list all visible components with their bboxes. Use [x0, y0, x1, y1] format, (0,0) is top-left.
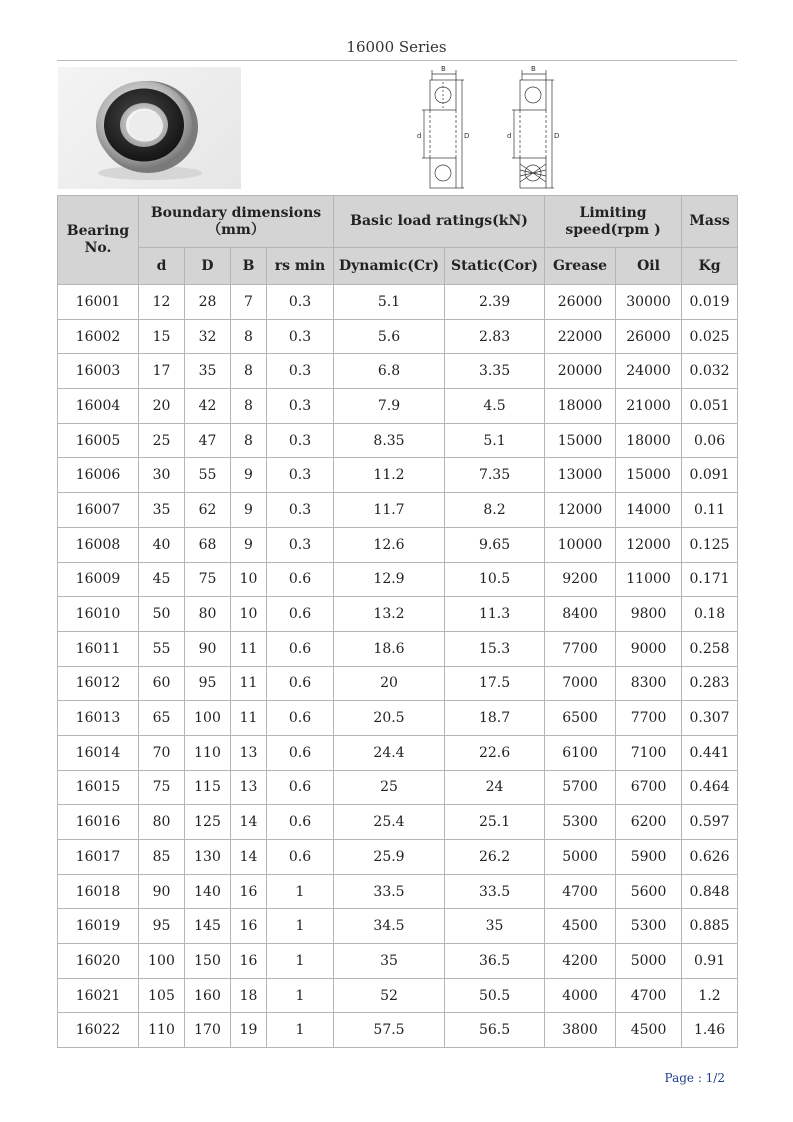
table-row — [58, 666, 738, 701]
cell-bearing-no: 16012 — [58, 666, 139, 701]
header-static: Static(Cor) — [445, 248, 545, 285]
cell-dynamic-load: 13.2 — [334, 597, 445, 632]
cell-oil-speed: 9800 — [616, 597, 682, 632]
table-row — [58, 944, 738, 979]
header-basic-load-ratings: Basic load ratings(kN) — [334, 196, 545, 248]
header-limiting-speed: Limiting speed(rpm ) — [545, 196, 682, 248]
cell-outer-diameter: 32 — [185, 319, 231, 354]
cell-dynamic-load: 12.9 — [334, 562, 445, 597]
cell-rs-min: 0.3 — [267, 354, 334, 389]
table-row — [58, 805, 738, 840]
header-kg: Kg — [682, 248, 738, 285]
cell-mass: 0.171 — [682, 562, 738, 597]
cell-outer-diameter: 80 — [185, 597, 231, 632]
cell-width: 11 — [231, 631, 267, 666]
cell-bearing-no: 16004 — [58, 389, 139, 424]
cell-grease-speed: 5000 — [545, 840, 616, 875]
cell-width: 16 — [231, 874, 267, 909]
cell-mass: 0.91 — [682, 944, 738, 979]
table-row — [58, 978, 738, 1013]
cell-oil-speed: 14000 — [616, 493, 682, 528]
cell-oil-speed: 24000 — [616, 354, 682, 389]
cell-oil-speed: 5600 — [616, 874, 682, 909]
cell-grease-speed: 7000 — [545, 666, 616, 701]
table-row — [58, 909, 738, 944]
cell-static-load: 25.1 — [445, 805, 545, 840]
cell-rs-min: 0.6 — [267, 840, 334, 875]
cell-rs-min: 0.6 — [267, 631, 334, 666]
cell-mass: 0.626 — [682, 840, 738, 875]
cell-inner-diameter: 55 — [139, 631, 185, 666]
cell-static-load: 2.39 — [445, 285, 545, 320]
cell-oil-speed: 26000 — [616, 319, 682, 354]
cell-grease-speed: 10000 — [545, 527, 616, 562]
cell-mass: 0.032 — [682, 354, 738, 389]
cell-rs-min: 1 — [267, 1013, 334, 1048]
cell-inner-diameter: 50 — [139, 597, 185, 632]
cell-bearing-no: 16008 — [58, 527, 139, 562]
cell-mass: 0.597 — [682, 805, 738, 840]
cell-mass: 1.46 — [682, 1013, 738, 1048]
cell-outer-diameter: 150 — [185, 944, 231, 979]
cell-grease-speed: 13000 — [545, 458, 616, 493]
header-grease: Grease — [545, 248, 616, 285]
cell-inner-diameter: 20 — [139, 389, 185, 424]
cell-oil-speed: 7100 — [616, 735, 682, 770]
header-boundary-dimensions: Boundary dimensions （mm） — [139, 196, 334, 248]
table-row — [58, 631, 738, 666]
cell-width: 8 — [231, 319, 267, 354]
table-row — [58, 389, 738, 424]
cell-grease-speed: 12000 — [545, 493, 616, 528]
cell-width: 9 — [231, 527, 267, 562]
cell-width: 9 — [231, 493, 267, 528]
cell-outer-diameter: 170 — [185, 1013, 231, 1048]
cell-rs-min: 0.3 — [267, 423, 334, 458]
cell-outer-diameter: 75 — [185, 562, 231, 597]
cell-bearing-no: 16018 — [58, 874, 139, 909]
cell-width: 8 — [231, 354, 267, 389]
header-oil: Oil — [616, 248, 682, 285]
cell-grease-speed: 4200 — [545, 944, 616, 979]
cell-static-load: 18.7 — [445, 701, 545, 736]
drawing-label-b: B — [441, 65, 446, 73]
cell-dynamic-load: 25 — [334, 770, 445, 805]
cell-grease-speed: 26000 — [545, 285, 616, 320]
cell-grease-speed: 20000 — [545, 354, 616, 389]
cell-rs-min: 0.3 — [267, 458, 334, 493]
cell-mass: 0.18 — [682, 597, 738, 632]
cell-mass: 0.307 — [682, 701, 738, 736]
cell-grease-speed: 18000 — [545, 389, 616, 424]
cell-inner-diameter: 65 — [139, 701, 185, 736]
cell-dynamic-load: 35 — [334, 944, 445, 979]
cell-grease-speed: 5700 — [545, 770, 616, 805]
cell-rs-min: 0.6 — [267, 597, 334, 632]
cell-oil-speed: 6200 — [616, 805, 682, 840]
cell-bearing-no: 16010 — [58, 597, 139, 632]
cell-grease-speed: 15000 — [545, 423, 616, 458]
table-row — [58, 735, 738, 770]
drawing-label-d-outer: D — [464, 132, 470, 140]
cell-inner-diameter: 45 — [139, 562, 185, 597]
table-row — [58, 319, 738, 354]
cell-rs-min: 0.3 — [267, 493, 334, 528]
cell-dynamic-load: 5.6 — [334, 319, 445, 354]
cell-grease-speed: 3800 — [545, 1013, 616, 1048]
cell-inner-diameter: 17 — [139, 354, 185, 389]
table-row — [58, 458, 738, 493]
cell-outer-diameter: 100 — [185, 701, 231, 736]
cell-mass: 0.464 — [682, 770, 738, 805]
cell-bearing-no: 16017 — [58, 840, 139, 875]
cell-oil-speed: 11000 — [616, 562, 682, 597]
cell-mass: 0.885 — [682, 909, 738, 944]
cell-inner-diameter: 90 — [139, 874, 185, 909]
cell-grease-speed: 6100 — [545, 735, 616, 770]
cell-bearing-no: 16001 — [58, 285, 139, 320]
cell-inner-diameter: 80 — [139, 805, 185, 840]
cell-width: 7 — [231, 285, 267, 320]
table-row — [58, 562, 738, 597]
cell-mass: 0.051 — [682, 389, 738, 424]
cell-dynamic-load: 20 — [334, 666, 445, 701]
cell-dynamic-load: 12.6 — [334, 527, 445, 562]
cell-oil-speed: 4700 — [616, 978, 682, 1013]
cell-inner-diameter: 25 — [139, 423, 185, 458]
cell-inner-diameter: 30 — [139, 458, 185, 493]
cell-width: 13 — [231, 770, 267, 805]
cell-width: 16 — [231, 944, 267, 979]
table-body — [58, 285, 738, 1048]
cell-rs-min: 0.6 — [267, 735, 334, 770]
cell-dynamic-load: 6.8 — [334, 354, 445, 389]
cell-static-load: 4.5 — [445, 389, 545, 424]
bearing-spec-table — [57, 195, 738, 1048]
cell-oil-speed: 18000 — [616, 423, 682, 458]
cell-static-load: 15.3 — [445, 631, 545, 666]
cell-rs-min: 0.3 — [267, 285, 334, 320]
header-bearing-no: Bearing No. — [58, 196, 139, 285]
cell-inner-diameter: 75 — [139, 770, 185, 805]
table-row — [58, 423, 738, 458]
cell-inner-diameter: 100 — [139, 944, 185, 979]
cell-dynamic-load: 25.4 — [334, 805, 445, 840]
cell-outer-diameter: 68 — [185, 527, 231, 562]
drawing-label-d-outer-2: D — [554, 132, 560, 140]
cell-width: 11 — [231, 666, 267, 701]
table-row — [58, 701, 738, 736]
cell-inner-diameter: 70 — [139, 735, 185, 770]
cell-inner-diameter: 105 — [139, 978, 185, 1013]
drawing-label-d-inner: d — [417, 132, 422, 140]
cell-outer-diameter: 47 — [185, 423, 231, 458]
cell-oil-speed: 21000 — [616, 389, 682, 424]
cell-dynamic-load: 52 — [334, 978, 445, 1013]
cell-grease-speed: 7700 — [545, 631, 616, 666]
bearing-photo-image — [58, 67, 241, 189]
cell-static-load: 56.5 — [445, 1013, 545, 1048]
cell-bearing-no: 16013 — [58, 701, 139, 736]
cell-oil-speed: 6700 — [616, 770, 682, 805]
cell-static-load: 17.5 — [445, 666, 545, 701]
cell-bearing-no: 16020 — [58, 944, 139, 979]
cell-bearing-no: 16016 — [58, 805, 139, 840]
cell-static-load: 36.5 — [445, 944, 545, 979]
cell-grease-speed: 4700 — [545, 874, 616, 909]
cell-width: 9 — [231, 458, 267, 493]
cell-oil-speed: 8300 — [616, 666, 682, 701]
cell-static-load: 24 — [445, 770, 545, 805]
cell-outer-diameter: 140 — [185, 874, 231, 909]
cell-outer-diameter: 125 — [185, 805, 231, 840]
cell-mass: 0.441 — [682, 735, 738, 770]
cell-width: 13 — [231, 735, 267, 770]
cell-oil-speed: 5300 — [616, 909, 682, 944]
cell-outer-diameter: 110 — [185, 735, 231, 770]
cell-oil-speed: 15000 — [616, 458, 682, 493]
cell-dynamic-load: 20.5 — [334, 701, 445, 736]
cell-inner-diameter: 85 — [139, 840, 185, 875]
cell-dynamic-load: 7.9 — [334, 389, 445, 424]
cell-mass: 0.11 — [682, 493, 738, 528]
header-mass: Mass — [682, 196, 738, 248]
cell-mass: 0.06 — [682, 423, 738, 458]
cell-oil-speed: 7700 — [616, 701, 682, 736]
cell-bearing-no: 16021 — [58, 978, 139, 1013]
cell-grease-speed: 4000 — [545, 978, 616, 1013]
cell-rs-min: 1 — [267, 978, 334, 1013]
cell-bearing-no: 16011 — [58, 631, 139, 666]
cell-static-load: 9.65 — [445, 527, 545, 562]
cell-mass: 0.091 — [682, 458, 738, 493]
cell-grease-speed: 6500 — [545, 701, 616, 736]
cell-outer-diameter: 90 — [185, 631, 231, 666]
cell-inner-diameter: 95 — [139, 909, 185, 944]
cell-bearing-no: 16007 — [58, 493, 139, 528]
page-title: 16000 Series — [346, 38, 447, 56]
cell-bearing-no: 16002 — [58, 319, 139, 354]
cell-static-load: 33.5 — [445, 874, 545, 909]
header-rs-min: rs min — [267, 248, 334, 285]
cell-dynamic-load: 5.1 — [334, 285, 445, 320]
cell-dynamic-load: 8.35 — [334, 423, 445, 458]
table-row — [58, 597, 738, 632]
cell-width: 14 — [231, 840, 267, 875]
cell-dynamic-load: 34.5 — [334, 909, 445, 944]
cell-rs-min: 0.3 — [267, 319, 334, 354]
cell-width: 11 — [231, 701, 267, 736]
cell-oil-speed: 30000 — [616, 285, 682, 320]
cell-static-load: 10.5 — [445, 562, 545, 597]
cell-static-load: 50.5 — [445, 978, 545, 1013]
cell-oil-speed: 5900 — [616, 840, 682, 875]
cell-rs-min: 0.6 — [267, 805, 334, 840]
cell-dynamic-load: 25.9 — [334, 840, 445, 875]
cell-oil-speed: 4500 — [616, 1013, 682, 1048]
cell-outer-diameter: 130 — [185, 840, 231, 875]
bearing-cross-section-drawings — [412, 64, 572, 192]
cell-width: 16 — [231, 909, 267, 944]
table-row — [58, 840, 738, 875]
cell-dynamic-load: 11.7 — [334, 493, 445, 528]
cell-bearing-no: 16009 — [58, 562, 139, 597]
table-row — [58, 354, 738, 389]
cell-dynamic-load: 33.5 — [334, 874, 445, 909]
table-row — [58, 1013, 738, 1048]
cell-dynamic-load: 57.5 — [334, 1013, 445, 1048]
header-dynamic: Dynamic(Cr) — [334, 248, 445, 285]
cell-bearing-no: 16005 — [58, 423, 139, 458]
cell-rs-min: 0.3 — [267, 389, 334, 424]
cell-inner-diameter: 12 — [139, 285, 185, 320]
cell-rs-min: 1 — [267, 944, 334, 979]
drawing-label-d-inner-2: d — [507, 132, 512, 140]
cell-width: 19 — [231, 1013, 267, 1048]
cell-static-load: 5.1 — [445, 423, 545, 458]
cell-inner-diameter: 15 — [139, 319, 185, 354]
cell-mass: 0.025 — [682, 319, 738, 354]
cell-rs-min: 0.6 — [267, 770, 334, 805]
cell-static-load: 2.83 — [445, 319, 545, 354]
cell-mass: 0.019 — [682, 285, 738, 320]
cell-outer-diameter: 35 — [185, 354, 231, 389]
cell-mass: 1.2 — [682, 978, 738, 1013]
cell-width: 14 — [231, 805, 267, 840]
cell-bearing-no: 16014 — [58, 735, 139, 770]
cell-inner-diameter: 110 — [139, 1013, 185, 1048]
cell-oil-speed: 5000 — [616, 944, 682, 979]
table-row — [58, 770, 738, 805]
cell-rs-min: 0.6 — [267, 666, 334, 701]
table-row — [58, 527, 738, 562]
cell-bearing-no: 16022 — [58, 1013, 139, 1048]
cell-width: 10 — [231, 597, 267, 632]
cell-mass: 0.283 — [682, 666, 738, 701]
bearing-photo — [58, 67, 241, 189]
cell-inner-diameter: 60 — [139, 666, 185, 701]
cell-grease-speed: 9200 — [545, 562, 616, 597]
cell-inner-diameter: 40 — [139, 527, 185, 562]
drawing-label-b-2: B — [531, 65, 536, 73]
cell-mass: 0.848 — [682, 874, 738, 909]
cell-static-load: 35 — [445, 909, 545, 944]
technical-drawing — [412, 64, 572, 192]
cell-bearing-no: 16015 — [58, 770, 139, 805]
cell-dynamic-load: 24.4 — [334, 735, 445, 770]
cell-width: 10 — [231, 562, 267, 597]
cell-bearing-no: 16003 — [58, 354, 139, 389]
cell-oil-speed: 12000 — [616, 527, 682, 562]
cell-grease-speed: 4500 — [545, 909, 616, 944]
cell-outer-diameter: 28 — [185, 285, 231, 320]
cell-outer-diameter: 62 — [185, 493, 231, 528]
cell-static-load: 7.35 — [445, 458, 545, 493]
cell-outer-diameter: 42 — [185, 389, 231, 424]
cell-outer-diameter: 55 — [185, 458, 231, 493]
title-divider — [57, 60, 737, 61]
cell-mass: 0.125 — [682, 527, 738, 562]
cell-rs-min: 0.3 — [267, 527, 334, 562]
cell-outer-diameter: 160 — [185, 978, 231, 1013]
table-row — [58, 285, 738, 320]
cell-static-load: 11.3 — [445, 597, 545, 632]
cell-oil-speed: 9000 — [616, 631, 682, 666]
header-outer-d: D — [185, 248, 231, 285]
cell-rs-min: 1 — [267, 909, 334, 944]
cell-dynamic-load: 11.2 — [334, 458, 445, 493]
cell-inner-diameter: 35 — [139, 493, 185, 528]
cell-outer-diameter: 115 — [185, 770, 231, 805]
cell-bearing-no: 16019 — [58, 909, 139, 944]
cell-outer-diameter: 145 — [185, 909, 231, 944]
table-row — [58, 874, 738, 909]
cell-rs-min: 1 — [267, 874, 334, 909]
header-b: B — [231, 248, 267, 285]
cell-grease-speed: 22000 — [545, 319, 616, 354]
cell-width: 18 — [231, 978, 267, 1013]
cell-bearing-no: 16006 — [58, 458, 139, 493]
table-row — [58, 493, 738, 528]
cell-static-load: 8.2 — [445, 493, 545, 528]
cell-outer-diameter: 95 — [185, 666, 231, 701]
cell-static-load: 3.35 — [445, 354, 545, 389]
cell-grease-speed: 5300 — [545, 805, 616, 840]
header-d: d — [139, 248, 185, 285]
cell-rs-min: 0.6 — [267, 701, 334, 736]
cell-mass: 0.258 — [682, 631, 738, 666]
cell-grease-speed: 8400 — [545, 597, 616, 632]
page-number: Page : 1/2 — [664, 1071, 725, 1085]
cell-static-load: 22.6 — [445, 735, 545, 770]
cell-rs-min: 0.6 — [267, 562, 334, 597]
cell-width: 8 — [231, 423, 267, 458]
cell-width: 8 — [231, 389, 267, 424]
cell-dynamic-load: 18.6 — [334, 631, 445, 666]
cell-static-load: 26.2 — [445, 840, 545, 875]
